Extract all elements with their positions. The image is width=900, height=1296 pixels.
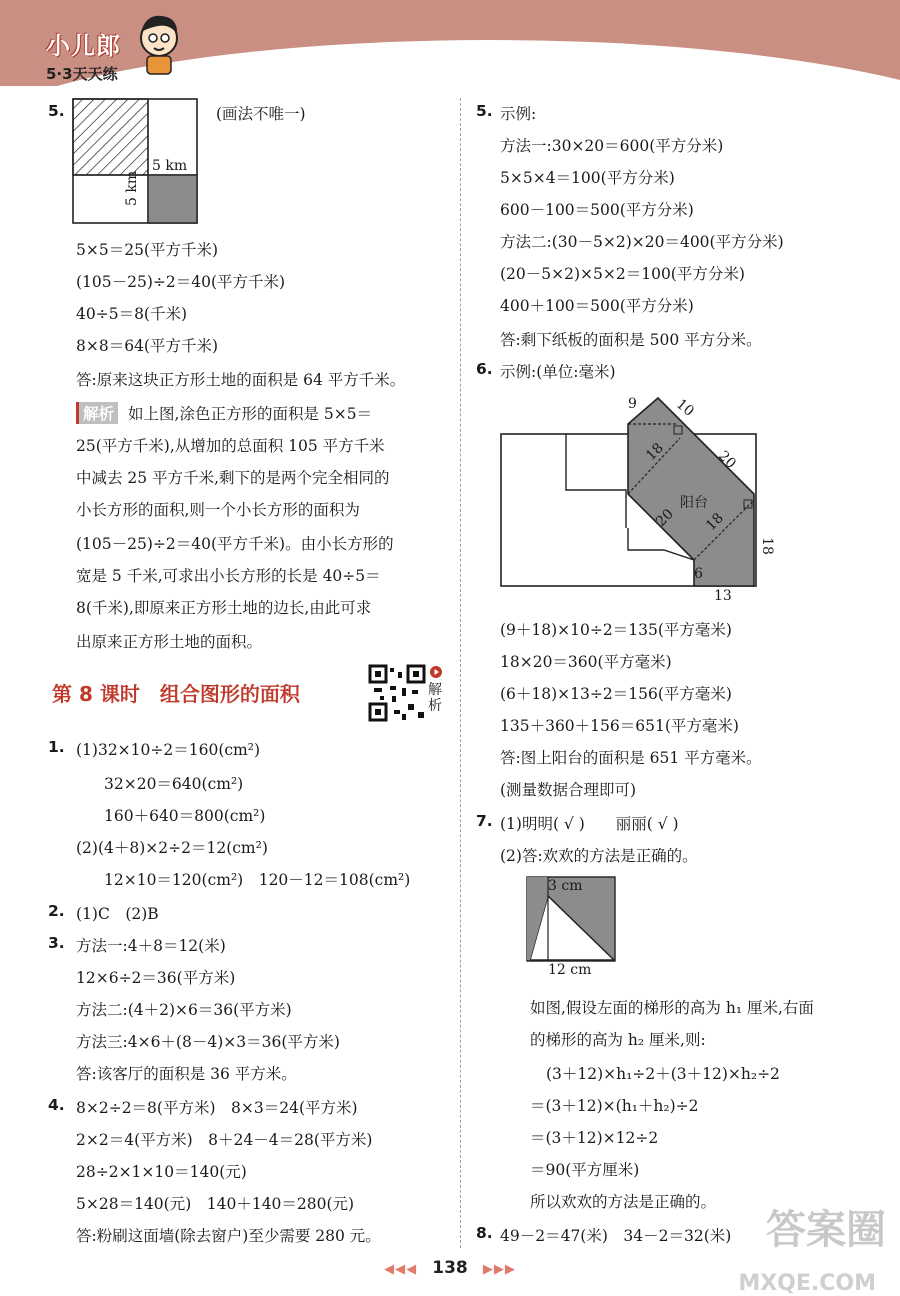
dim-label: 12 cm bbox=[548, 962, 592, 978]
analysis-line: 小长方形的面积,则一个小长方形的面积为 bbox=[76, 501, 360, 519]
analysis-line: 解析 如上图,涂色正方形的面积是 5×5＝ bbox=[76, 402, 372, 424]
answer-line: 160＋640＝800(cm²) bbox=[104, 807, 266, 825]
answer-line: (3＋12)×h₁÷2＋(3＋12)×h₂÷2 bbox=[546, 1065, 780, 1083]
brand-logo bbox=[46, 26, 121, 84]
analysis-tag: 解析 bbox=[76, 402, 118, 424]
question-number: 1. bbox=[48, 738, 65, 756]
answer-line: 12×10＝120(cm²) 120－12＝108(cm²) bbox=[104, 871, 411, 889]
answer-line: 方法一:30×20＝600(平方分米) bbox=[500, 137, 724, 155]
mascot-icon bbox=[134, 10, 184, 76]
dim-label: 9 bbox=[628, 396, 637, 412]
answer-line: (测量数据合理即可) bbox=[500, 781, 637, 799]
watermark-logo: 答案圈 bbox=[766, 1207, 886, 1253]
brand-name: 小儿郎 bbox=[46, 32, 121, 60]
figure-label-width: 5 km bbox=[152, 158, 188, 174]
next-arrows-icon: ▶▶▶ bbox=[482, 1262, 516, 1277]
answer-line: 5×28＝140(元) 140＋140＝280(元) bbox=[76, 1195, 355, 1213]
answer-line: (2)(4＋8)×2÷2＝12(cm²) bbox=[76, 839, 268, 857]
question-number: 7. bbox=[476, 812, 493, 830]
dim-label: 18 bbox=[642, 440, 667, 464]
watermark-url: MXQE.COM bbox=[738, 1271, 876, 1296]
answer-line: 40÷5＝8(千米) bbox=[76, 305, 188, 323]
page-number: 138 bbox=[432, 1258, 468, 1278]
answer-line: (9＋18)×10÷2＝135(平方毫米) bbox=[500, 621, 732, 639]
question-number: 2. bbox=[48, 902, 65, 920]
brand-subtitle: 5·3天天练 bbox=[46, 65, 118, 83]
note-text: (画法不唯一) bbox=[216, 105, 306, 123]
answer-line: 49－2＝47(米) 34－2＝32(米) bbox=[500, 1227, 732, 1245]
question-number: 8. bbox=[476, 1224, 493, 1242]
answer-line: (2)答:欢欢的方法是正确的。 bbox=[500, 847, 698, 865]
play-icon[interactable] bbox=[430, 666, 442, 678]
analysis-line: (105－25)÷2＝40(平方千米)。由小长方形的 bbox=[76, 535, 394, 553]
dim-label: 20 bbox=[714, 448, 739, 472]
balcony-figure bbox=[498, 392, 778, 606]
analysis-line: 8(千米),即原来正方形土地的边长,由此可求 bbox=[76, 599, 372, 617]
analysis-line: 宽是 5 千米,可求出小长方形的长是 40÷5＝ bbox=[76, 567, 381, 585]
dim-label: 20 bbox=[652, 506, 677, 530]
question-number: 3. bbox=[48, 934, 65, 952]
answer-line: 所以欢欢的方法是正确的。 bbox=[530, 1193, 717, 1211]
answer-line: 32×20＝640(cm²) bbox=[104, 775, 244, 793]
analysis-line: 中减去 25 平方千米,剩下的是两个完全相同的 bbox=[76, 469, 390, 487]
answer-line: 方法二:(4＋2)×6＝36(平方米) bbox=[76, 1001, 292, 1019]
answer-line: ＝(3＋12)×12÷2 bbox=[530, 1129, 659, 1147]
answer-line: 28÷2×1×10＝140(元) bbox=[76, 1163, 247, 1181]
answer-line: (1)C (2)B bbox=[76, 905, 159, 923]
answer-line: 示例:(单位:毫米) bbox=[500, 363, 616, 381]
answer-line: 答:粉刷这面墙(除去窗户)至少需要 280 元。 bbox=[76, 1227, 381, 1245]
answer-line: (1)明明( √ ) 丽丽( √ ) bbox=[500, 815, 679, 833]
answer-line: 18×20＝360(平方毫米) bbox=[500, 653, 672, 671]
answer-line: ＝(3＋12)×(h₁＋h₂)÷2 bbox=[530, 1097, 699, 1115]
answer-line: ＝90(平方厘米) bbox=[530, 1161, 640, 1179]
qr-label: 解析 bbox=[428, 682, 442, 714]
answer-line: 5×5＝25(平方千米) bbox=[76, 241, 219, 259]
answer-line: 答:剩下纸板的面积是 500 平方分米。 bbox=[500, 331, 762, 349]
analysis-line: 出原来正方形土地的面积。 bbox=[76, 633, 263, 651]
balcony-label: 阳台 bbox=[680, 495, 708, 511]
answer-line: 135＋360＋156＝651(平方毫米) bbox=[500, 717, 739, 735]
answer-line: 2×2＝4(平方米) 8＋24－4＝28(平方米) bbox=[76, 1131, 373, 1149]
dim-label: 18 bbox=[758, 537, 775, 555]
answer-line: 方法三:4×6＋(8－4)×3＝36(平方米) bbox=[76, 1033, 340, 1051]
dim-label: 18 bbox=[702, 510, 727, 534]
answer-line: 400＋100＝500(平方分米) bbox=[500, 297, 694, 315]
answer-line: 600－100＝500(平方分米) bbox=[500, 201, 694, 219]
question-number: 4. bbox=[48, 1096, 65, 1114]
prev-arrows-icon: ◀◀◀ bbox=[384, 1262, 418, 1277]
dim-label: 3 cm bbox=[548, 878, 583, 894]
dim-label: 13 bbox=[714, 588, 732, 604]
dim-label: 10 bbox=[672, 396, 697, 420]
answer-line: (105－25)÷2＝40(平方千米) bbox=[76, 273, 286, 291]
question-number: 5. bbox=[476, 102, 493, 120]
answer-line: (6＋18)×13÷2＝156(平方毫米) bbox=[500, 685, 732, 703]
answer-line: (1)32×10÷2＝160(cm²) bbox=[76, 741, 261, 759]
answer-line: 方法二:(30－5×2)×20＝400(平方分米) bbox=[500, 233, 784, 251]
answer-line: 答:图上阳台的面积是 651 平方毫米。 bbox=[500, 749, 762, 767]
question-number: 6. bbox=[476, 360, 493, 378]
column-divider bbox=[460, 98, 461, 1248]
answer-line: 方法一:4＋8＝12(米) bbox=[76, 937, 226, 955]
answer-line: 的梯形的高为 h₂ 厘米,则: bbox=[530, 1031, 706, 1049]
answer-line: 8×8＝64(平方千米) bbox=[76, 337, 219, 355]
answer-line: 5×5×4＝100(平方分米) bbox=[500, 169, 675, 187]
answer-line: (20－5×2)×5×2＝100(平方分米) bbox=[500, 265, 745, 283]
answer-line: 答:该客厅的面积是 36 平方米。 bbox=[76, 1065, 297, 1083]
qr-code-icon[interactable] bbox=[368, 664, 426, 722]
answer-line: 示例: bbox=[500, 105, 537, 123]
answer-line: 12×6÷2＝36(平方米) bbox=[76, 969, 236, 987]
dim-label: 6 bbox=[694, 566, 703, 582]
answer-line: 答:原来这块正方形土地的面积是 64 平方千米。 bbox=[76, 371, 406, 389]
answer-line: 如图,假设左面的梯形的高为 h₁ 厘米,右面 bbox=[530, 999, 814, 1017]
figure-label-height: 5 km bbox=[124, 170, 140, 206]
section-title: 第 8 课时 组合图形的面积 bbox=[52, 682, 300, 706]
analysis-line: 25(平方千米),从增加的总面积 105 平方千米 bbox=[76, 437, 385, 455]
answer-line: 8×2÷2＝8(平方米) 8×3＝24(平方米) bbox=[76, 1099, 358, 1117]
question-number: 5. bbox=[48, 102, 65, 120]
